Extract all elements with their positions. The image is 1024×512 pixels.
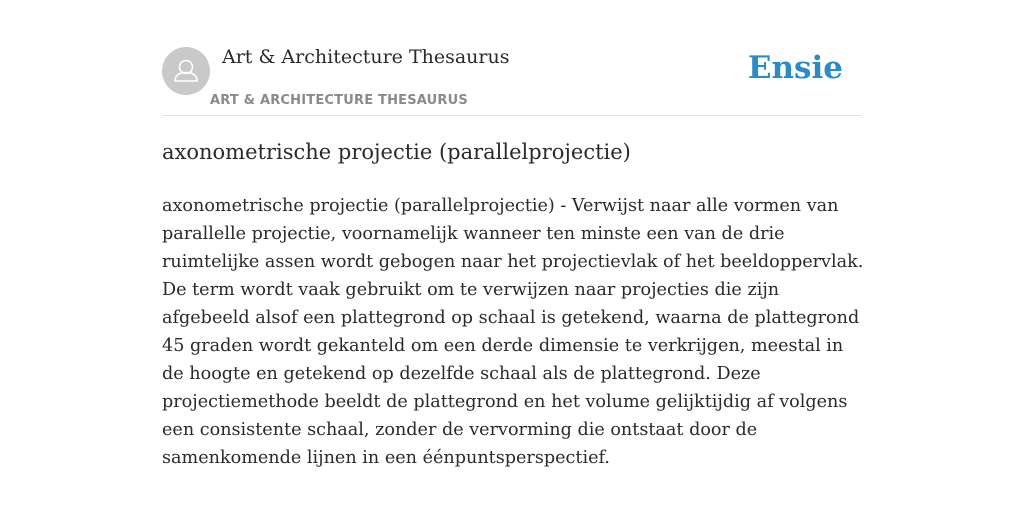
avatar[interactable]: [162, 47, 210, 95]
brand-logo-link[interactable]: Ensie: [747, 50, 843, 86]
header-divider: [162, 115, 862, 116]
user-silhouette-icon: [162, 47, 210, 95]
entry-title: axonometrische projectie (parallelprojectie): [162, 140, 631, 164]
source-name-link[interactable]: Art & Architecture Thesaurus: [222, 46, 510, 68]
entry-definition: axonometrische projectie (parallelprojectie) - Verwijst naar alle vormen van parallelle projectie, voornamelijk wanneer ten minste een van de drie ruimtelijke assen wordt gebogen naar het projectievlak of het beeldoppervlak. De term wordt vaak gebruikt om te verwijzen naar projecties die zijn afgebeeld alsof een plattegrond op schaal is getekend, waarna de plattegrond 45 graden wordt gekanteld om een derde dimensie te verkrijgen, meestal in de hoogte en getekend op dezelfde schaal als de plattegrond. Deze projectiemethode beeldt de plattegrond en het volume gelijktijdig af volgens een consistente schaal, zonder de vervorming die ontstaat door de samenkomende lijnen in een éénpuntsperspectief.: [162, 196, 864, 468]
source-subtitle: ART & ARCHITECTURE THESAURUS: [210, 93, 468, 108]
